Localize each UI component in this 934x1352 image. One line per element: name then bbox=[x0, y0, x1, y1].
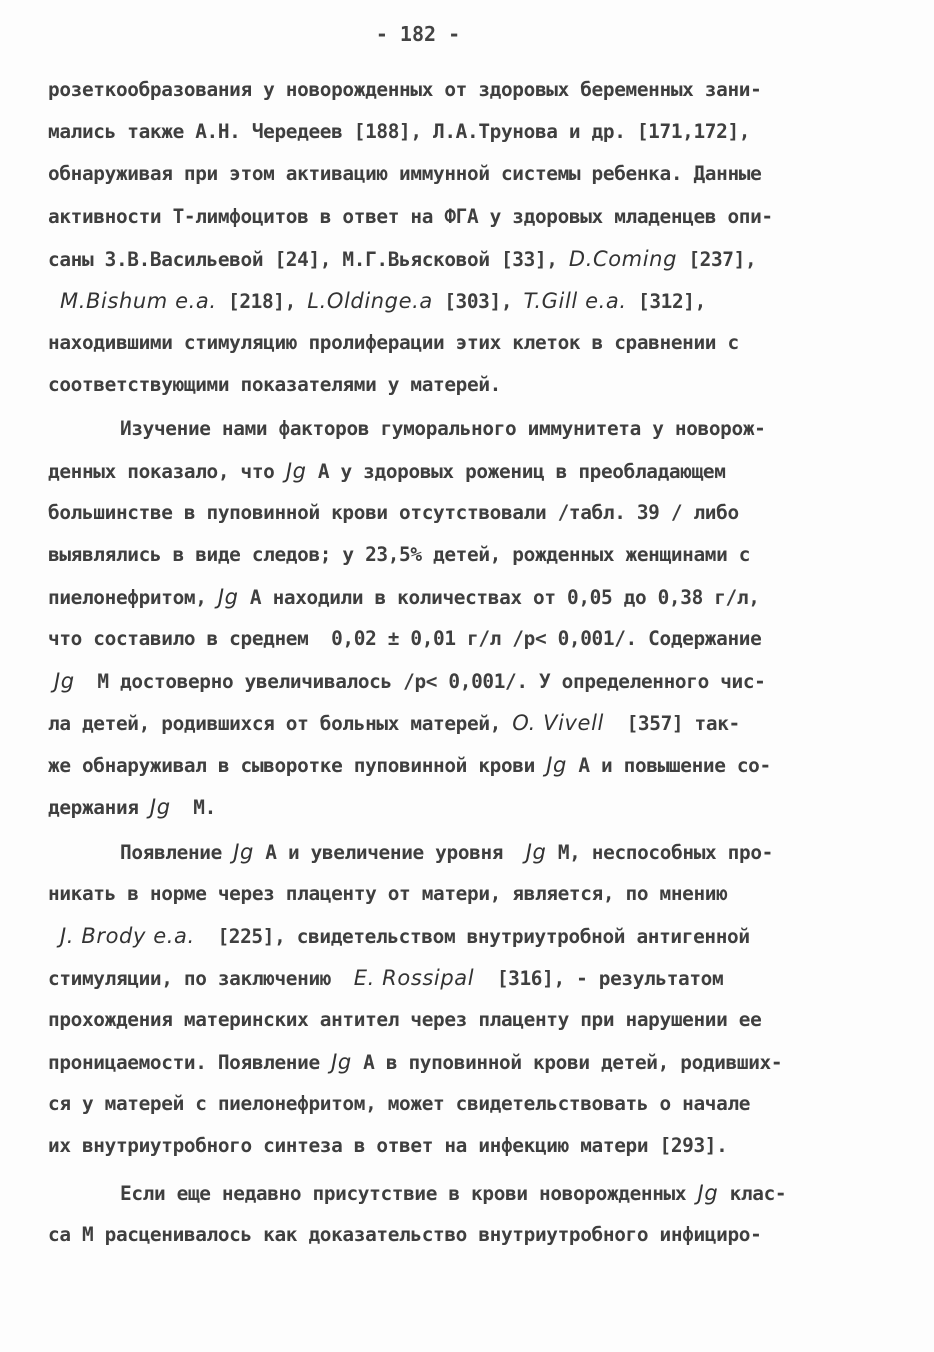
latin-insert: J. Brody e.a. bbox=[60, 924, 195, 948]
latin-insert: E. Rossipal bbox=[353, 966, 475, 990]
text-line: Изучение нами факторов гуморального иммунитета у новорож- bbox=[120, 417, 766, 440]
text-line: денных показало, что Jg A у здоровых рожениц в преобладающем bbox=[48, 459, 726, 483]
latin-insert: L.Oldinge.a bbox=[307, 289, 433, 313]
latin-insert: Jg bbox=[525, 840, 547, 864]
latin-insert: D.Coming bbox=[568, 247, 678, 271]
text-line: мались также А.Н. Чередеев [188], Л.А.Трунова и др. [171,172], bbox=[48, 120, 751, 143]
text-line: никать в норме через плаценту от матери, является, по мнению bbox=[48, 882, 728, 905]
text-line: выявлялись в виде следов; у 23,5% детей, рожденных женщинами с bbox=[48, 543, 751, 566]
text-line: держания Jg M. bbox=[48, 795, 216, 819]
text-line: пиелонефритом, Jg A находили в количествах от 0,05 до 0,38 г/л, bbox=[48, 585, 760, 609]
text-line: са M расценивалось как доказательство внутриутробного инфициро- bbox=[48, 1223, 762, 1246]
text-line: прохождения материнских антител через плаценту при нарушении ее bbox=[48, 1008, 762, 1031]
text-line: розеткообразования у новорожденных от здоровых беременных зани- bbox=[48, 78, 762, 101]
latin-insert: Jg bbox=[331, 1050, 352, 1074]
text-line: что составило в среднем 0,02 ± 0,01 г/л /p< 0,001/. Содержание bbox=[48, 627, 762, 650]
latin-insert: O. Vivell bbox=[512, 711, 604, 735]
text-line: Появление Jg A и увеличение уровня Jg M, неспособных про- bbox=[120, 840, 773, 864]
latin-insert: M.Bishum e.a. bbox=[60, 289, 217, 313]
text-line: Если еще недавно присутствие в крови новорожденных Jg клас- bbox=[120, 1181, 787, 1205]
latin-insert: Jg bbox=[217, 585, 239, 609]
text-line: стимуляции, по заключению E. Rossipal [316], - результатом bbox=[48, 966, 724, 990]
text-line: проницаемости. Появление Jg A в пуповинной крови детей, родивших- bbox=[48, 1050, 783, 1074]
text-line: большинстве в пуповинной крови отсутствовали /табл. 39 / либо bbox=[48, 501, 739, 524]
text-line: обнаруживая при этом активацию иммунной системы ребенка. Данные bbox=[48, 162, 762, 185]
text-line: ла детей, родившихся от больных матерей, O. Vivell [357] так- bbox=[48, 711, 740, 735]
latin-insert: Jg bbox=[697, 1181, 719, 1205]
text-line: M.Bishum e.a. [218], L.Oldinge.a [303], T.Gill e.a. [312], bbox=[60, 289, 706, 313]
page-number: - 182 - bbox=[375, 22, 461, 46]
text-line: Jg M достоверно увеличивалось /p< 0,001/. У определенного чис- bbox=[54, 669, 766, 693]
latin-insert: Jg bbox=[233, 840, 254, 864]
text-line: J. Brody e.a. [225], свидетельством внутриутробной антигенной bbox=[60, 924, 750, 948]
text-line: активности Т-лимфоцитов в ответ на ФГА у здоровых младенцев опи- bbox=[48, 205, 773, 228]
latin-insert: Jg bbox=[285, 459, 307, 483]
latin-insert: T.Gill e.a. bbox=[523, 289, 627, 313]
latin-insert: Jg bbox=[54, 669, 75, 693]
latin-insert: Jg bbox=[149, 795, 171, 819]
text-line: их внутриутробного синтеза в ответ на инфекцию матери [293]. bbox=[48, 1134, 728, 1157]
text-line: находившими стимуляцию пролиферации этих клеток в сравнении с bbox=[48, 331, 739, 354]
text-line: саны З.В.Васильевой [24], М.Г.Вьясковой [33], D.Coming [237], bbox=[48, 247, 757, 271]
text-line: соответствующими показателями у матерей. bbox=[48, 373, 501, 396]
text-line: же обнаруживал в сыворотке пуповинной крови Jg A и повышение со- bbox=[48, 753, 771, 777]
text-line: ся у матерей с пиелонефритом, может свидетельствовать о начале bbox=[48, 1092, 751, 1115]
latin-insert: Jg bbox=[546, 753, 567, 777]
